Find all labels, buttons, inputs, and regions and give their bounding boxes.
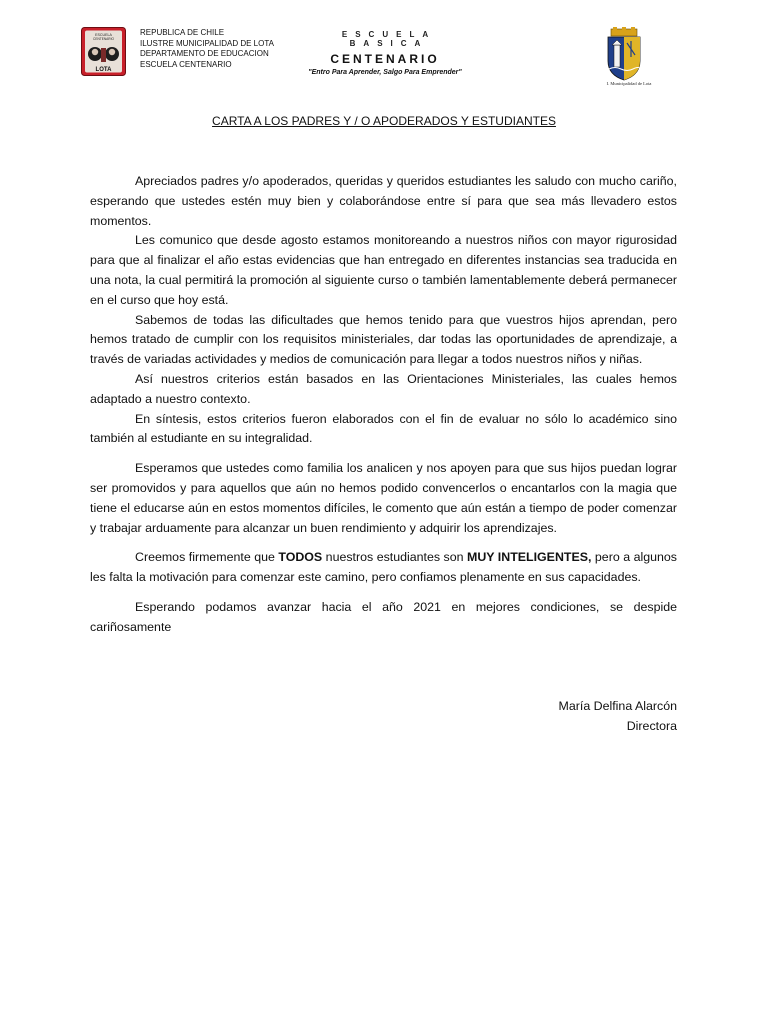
paragraph: En síntesis, estos criterios fueron elaborados con el fin de evaluar no sólo lo académico sino también al estudiante en su integralidad. xyxy=(90,411,677,446)
school-logo xyxy=(81,27,126,76)
institution-line: REPUBLICA DE CHILE xyxy=(140,28,225,37)
school-name: CENTENARIO xyxy=(330,52,440,66)
school-heading xyxy=(290,30,480,76)
paragraph: Apreciados padres y/o apoderados, queridas y queridos estudiantes les saludo con mucho cariño, esperando que ustedes estén muy bien y colaborándose entre sí para que sea más llevadero estos momentos. xyxy=(90,174,677,228)
letter-body xyxy=(90,172,677,638)
signature-block xyxy=(559,697,677,736)
text-run: Creemos firmemente que xyxy=(135,550,279,565)
emphasis-muy-inteligentes: MUY INTELIGENTES, xyxy=(467,550,592,565)
letter-title: CARTA A LOS PADRES Y / O APODERADOS Y ESTUDIANTES xyxy=(212,114,556,128)
paragraph: Les comunico que desde agosto estamos monitoreando a nuestros niños con mayor rigurosidad para que al finalizar el año estas evidencias que han entregado en diferentes instancias sea traducida en una nota, la cual permitirá la promoción al siguiente curso o también lamentablemente deberá permanecer en el curso que hoy está. xyxy=(90,233,677,307)
school-logo-bottom-text: LOTA xyxy=(95,67,112,73)
municipal-coat-of-arms xyxy=(605,27,643,81)
municipal-caption: I. Municipalidad de Lota xyxy=(606,81,652,86)
school-logo-top-text: ESCUELA xyxy=(95,33,112,37)
emphasis-todos: TODOS xyxy=(278,550,323,565)
paragraph: Esperamos que ustedes como familia los analicen y nos apoyen para que sus hijos puedan lograr ser promovidos y para aquellos que aún no hemos podido convencerlos o encantarlos con la magia que tiene el educarse aún en estos momentos difíciles, le comento que aún están a tiempo de poder comenzar y trabajar arduamente para alcanzar un buen rendimiento y adquirir los aprendizajes. xyxy=(90,461,677,535)
institution-line: ILUSTRE MUNICIPALIDAD DE LOTA xyxy=(140,38,274,48)
signatory-name: María Delfina Alarcón xyxy=(558,699,677,713)
text-run: pero a algunos les falta la motivación para comenzar este camino, pero confiamos plenamente en sus capacidades. xyxy=(90,550,677,585)
text-run: nuestros estudiantes son xyxy=(322,550,468,565)
school-logo-middle-text: CENTENARIO xyxy=(93,37,114,41)
closing-paragraph: Esperando podamos avanzar hacia el año 2021 en mejores condiciones, se despide cariñosamente xyxy=(90,599,677,634)
institution-line: ESCUELA CENTENARIO xyxy=(140,59,232,69)
institution-block xyxy=(140,28,274,70)
school-motto: "Entro Para Aprender, Salgo Para Emprender" xyxy=(308,69,462,76)
paragraph: Sabemos de todas las dificultades que hemos tenido para que vuestros hijos aprendan, pero hemos tratado de cumplir con los requisitos ministeriales, dar todas las oportunidades de aprendizaje, a través de variadas actividades y medios de comunicación para llegar a todos nuestros niños y niñas. xyxy=(90,312,677,367)
signatory-role: Directora xyxy=(626,718,677,733)
paragraph: Así nuestros criterios están basados en las Orientaciones Ministeriales, las cuales hemos adaptado a nuestro contexto. xyxy=(90,371,677,406)
paragraph-motivation xyxy=(90,548,677,588)
institution-line: DEPARTAMENTO DE EDUCACION xyxy=(140,49,269,59)
school-type: ESCUELA BASICA xyxy=(341,30,437,48)
